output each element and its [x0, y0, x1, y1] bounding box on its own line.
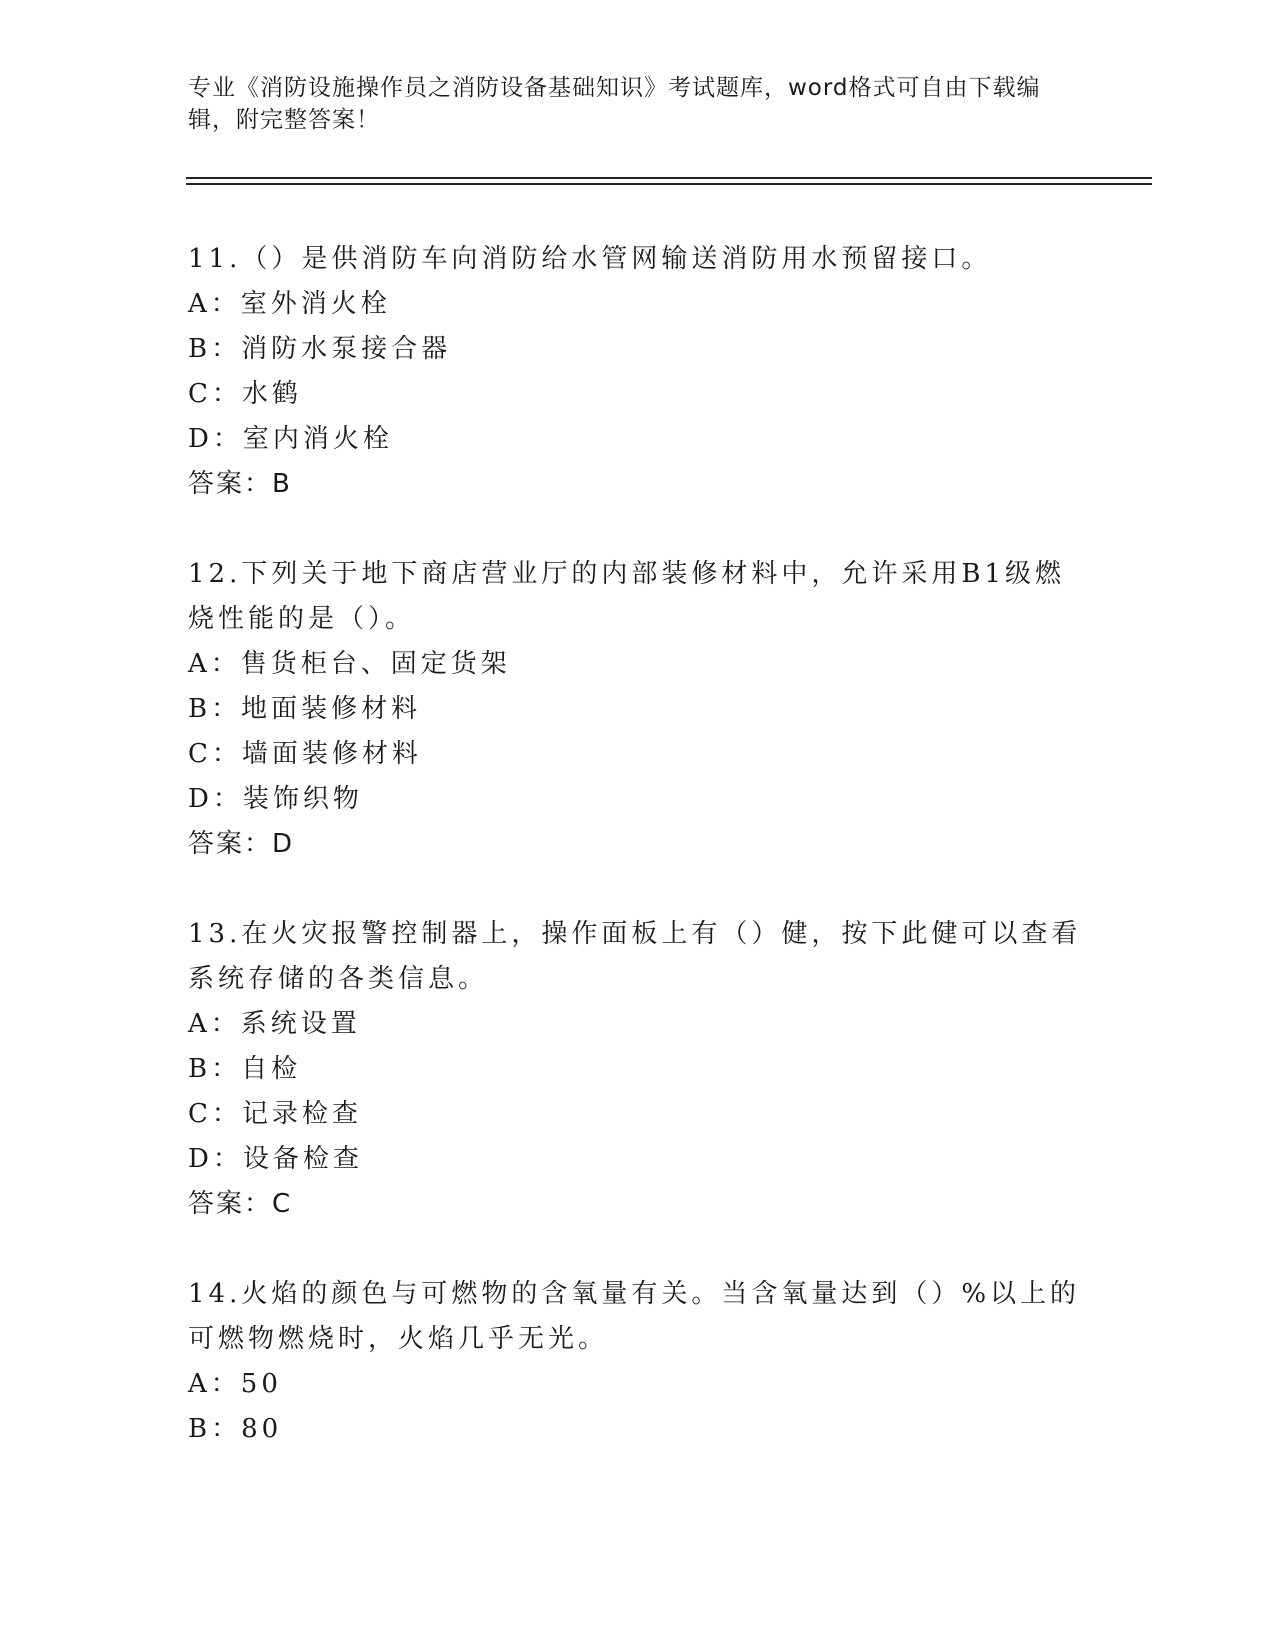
- question-item: [188, 1272, 1088, 1452]
- question-item: [188, 912, 1088, 1227]
- option-c: C：墙面装修材料: [188, 739, 422, 769]
- question-stem: 14.火焰的颜色与可燃物的含氧量有关。当含氧量达到（）%以上的可燃物燃烧时，火焰几乎无光。: [188, 1279, 1081, 1354]
- option-d: D：室内消火栓: [188, 424, 393, 454]
- option-d: D：设备检查: [188, 1144, 363, 1174]
- option-b: B：消防水泵接合器: [188, 334, 452, 364]
- option-b: B：地面装修材料: [188, 694, 422, 724]
- option-b: B：80: [188, 1414, 283, 1444]
- option-d: D：装饰织物: [188, 784, 363, 814]
- header-divider-line: [186, 177, 1152, 179]
- document-header: 专业《消防设施操作员之消防设备基础知识》考试题库，word格式可自由下载编辑，附完整答案！: [188, 75, 1041, 133]
- header-divider-line: [186, 183, 1152, 185]
- option-c: C：水鹤: [188, 379, 302, 409]
- answer-line: 答案：C: [188, 1189, 293, 1219]
- option-a: A：售货柜台、固定货架: [188, 649, 511, 679]
- question-list: [188, 237, 1088, 1452]
- option-c: C：记录检查: [188, 1099, 362, 1129]
- answer-line: 答案：B: [188, 469, 292, 499]
- option-a: A：系统设置: [188, 1009, 361, 1039]
- option-a: A：50: [188, 1369, 282, 1399]
- question-item: [188, 237, 1088, 507]
- question-stem: 13.在火灾报警控制器上，操作面板上有（）健，按下此健可以查看系统存储的各类信息。: [188, 919, 1082, 994]
- question-item: [188, 552, 1088, 867]
- question-stem: 11.（）是供消防车向消防给水管网输送消防用水预留接口。: [188, 244, 992, 274]
- question-stem: 12.下列关于地下商店营业厅的内部装修材料中，允许采用B1级燃烧性能的是（）。: [188, 559, 1065, 634]
- answer-line: 答案：D: [188, 829, 295, 859]
- option-b: B：自检: [188, 1054, 302, 1084]
- option-a: A：室外消火栓: [188, 289, 391, 319]
